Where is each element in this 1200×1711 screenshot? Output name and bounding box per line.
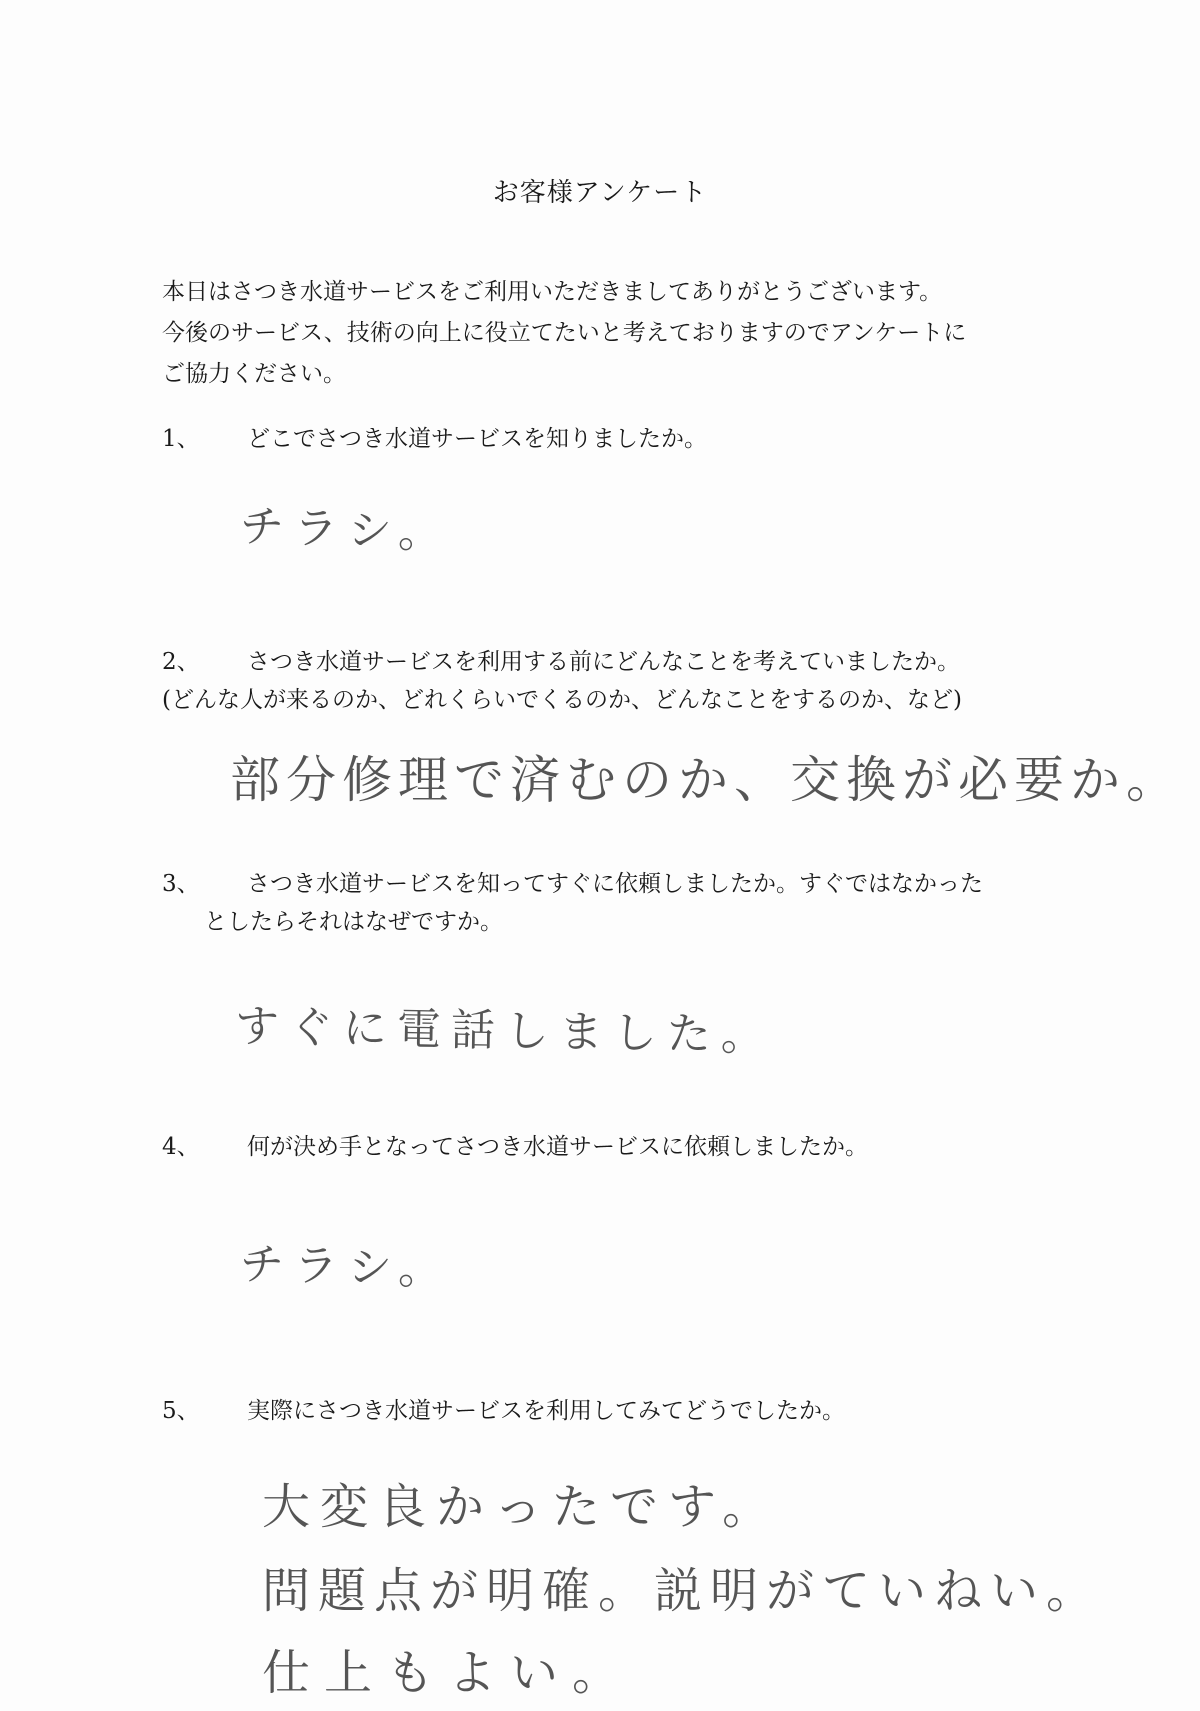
intro-paragraph (162, 272, 966, 395)
question-number: 1、 (162, 426, 200, 452)
answer-5-line-2: 問題点が明確。説明がていねい。 (262, 1563, 1103, 1619)
question-text: 何が決め手となってさつき水道サービスに依頼しましたか。 (247, 1134, 868, 1160)
intro-line: ご協力ください。 (162, 361, 346, 387)
answer-4: チラシ。 (239, 1239, 453, 1296)
intro-line: 本日はさつき水道サービスをご利用いただきましてありがとうございます。 (162, 279, 943, 305)
question-number: 3、 (162, 871, 200, 897)
page-title: お客様アンケート (492, 178, 708, 208)
question-text: さつき水道サービスを利用する前にどんなことを考えていましたか。 (247, 649, 960, 675)
question-number: 4、 (162, 1134, 200, 1160)
answer-5-line-1: 大変良かったです。 (262, 1479, 781, 1535)
answer-3: すぐに電話しました。 (234, 1001, 776, 1062)
question-text: どこでさつき水道サービスを知りましたか。 (247, 426, 707, 452)
answer-1: チラシ。 (238, 501, 454, 560)
question-continuation: (どんな人が来るのか、どれくらいでくるのか、どんなことをするのか、など) (162, 687, 962, 713)
question-text: さつき水道サービスを知ってすぐに依頼しましたか。すぐではなかった (247, 871, 983, 897)
answer-5-line-3: 仕上もよい。 (262, 1645, 635, 1701)
question-text: 実際にさつき水道サービスを利用してみてどうでしたか。 (247, 1398, 845, 1424)
question-continuation: としたらそれはなぜですか。 (204, 909, 503, 935)
intro-line: 今後のサービス、技術の向上に役立てたいと考えておりますのでアンケートに (162, 320, 967, 346)
answer-2: 部分修理で済むのか、交換が必要か。 (230, 751, 1182, 809)
question-number: 2、 (162, 649, 200, 675)
question-number: 5、 (162, 1398, 200, 1424)
